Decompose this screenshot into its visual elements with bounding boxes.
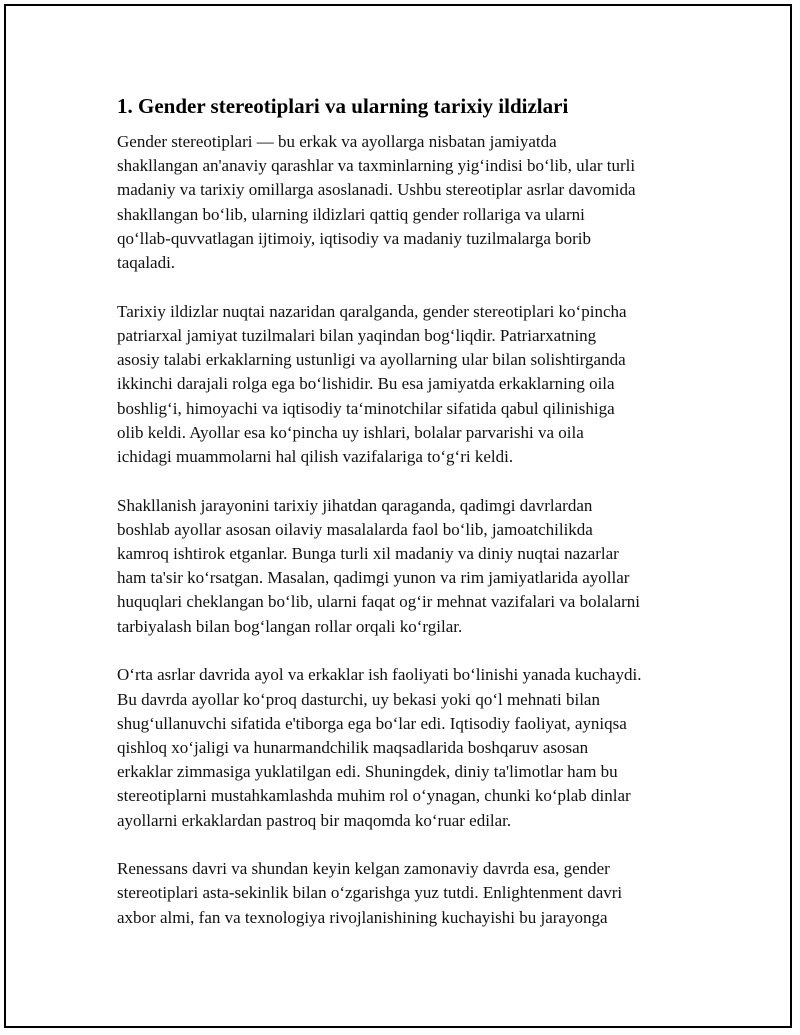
paragraph-3	[117, 494, 692, 639]
text-line: Gender stereotiplari — bu erkak va ayollarga nisbatan jamiyatda	[117, 132, 557, 151]
text-line: huquqlari cheklangan bo‘lib, ularni faqat og‘ir mehnat vazifalari va bolalarni	[117, 592, 641, 612]
text-line: madaniy va tarixiy omillarga asoslanadi. Ushbu stereotiplar asrlar davomida	[117, 180, 636, 200]
text-line: boshlig‘i, himoyachi va iqtisodiy ta‘minotchilar sifatida qabul qilinishiga	[117, 398, 615, 418]
text-line: asosiy talabi erkaklarning ustunligi va ayollarning ular bilan solishtirganda	[117, 350, 626, 370]
paragraph-2	[117, 300, 692, 469]
text-line: boshlab ayollar asosan oilaviy masalalarda faol bo‘lib, jamoatchilikda	[117, 519, 593, 539]
text-line: ayollarni erkaklardan pastroq bir maqomda ko‘ruar edilar.	[117, 810, 512, 830]
text-line: kamroq ishtirok etganlar. Bunga turli xil madaniy va diniy nuqtai nazarlar	[117, 544, 619, 564]
text-line: stereotiplari asta-sekinlik bilan o‘zgarishga yuz tutdi. Enlightenment davri	[117, 883, 623, 903]
text-line: olib keldi. Ayollar esa ko‘pincha uy ishlari, bolalar parvarishi va oila	[117, 422, 584, 442]
text-line: stereotiplarni mustahkamlashda muhim rol o‘ynagan, chunki ko‘plab dinlar	[117, 786, 631, 806]
text-line: tarbiyalash bilan bog‘langan rollar orqali ko‘rgilar.	[117, 616, 463, 636]
section-heading: 1. Gender stereotiplari va ularning tarixiy ildizlari	[117, 94, 569, 118]
text-line: Bu davrda ayollar ko‘proq dasturchi, uy bekasi yoki qo‘l mehnati bilan	[117, 689, 600, 709]
text-line: Renessans davri va shundan keyin kelgan zamonaviy davrda esa, gender	[117, 859, 610, 879]
text-line: patriarxal jamiyat tuzilmalari bilan yaqindan bog‘liqdir. Patriarxatning	[117, 325, 597, 345]
text-line: ikkinchi darajali rolga ega bo‘lishidir. Bu esa jamiyatda erkaklarning oila	[117, 374, 615, 394]
paragraph-4	[117, 663, 692, 832]
text-line: axbor almi, fan va texnologiya rivojlanishining kuchayishi bu jarayonga	[117, 907, 608, 927]
document-body	[117, 92, 692, 954]
text-line: ham ta'sir ko‘rsatgan. Masalan, qadimgi yunon va rim jamiyatlarida ayollar	[117, 568, 630, 588]
text-line: qishloq xo‘jaligi va hunarmandchilik maqsadlarida boshqaruv asosan	[117, 737, 589, 757]
text-line: Shakllanish jarayonini tarixiy jihatdan qaraganda, qadimgi davrlardan	[117, 495, 593, 515]
text-line: O‘rta asrlar davrida ayol va erkaklar ish faoliyati bo‘linishi yanada kuchaydi.	[117, 665, 642, 685]
text-line: shakllangan an'anaviy qarashlar va taxminlarning yig‘indisi bo‘lib, ular turli	[117, 156, 636, 176]
text-line: ichidagi muammolarni hal qilish vazifalariga to‘g‘ri keldi.	[117, 446, 514, 466]
text-line: qo‘llab-quvvatlagan ijtimoiy, iqtisodiy va madaniy tuzilmalarga borib	[117, 228, 592, 248]
text-line: erkaklar zimmasiga yuklatilgan edi. Shuningdek, diniy ta'limotlar ham bu	[117, 762, 618, 782]
paragraph-1	[117, 130, 692, 275]
text-line: taqaladi.	[117, 253, 176, 273]
text-line: shakllangan bo‘lib, ularning ildizlari qattiq gender rollariga va ularni	[117, 204, 585, 224]
paragraph-5	[117, 857, 692, 930]
text-line: shug‘ullanuvchi sifatida e'tiborga ega bo‘lar edi. Iqtisodiy faoliyat, ayniqsa	[117, 713, 627, 733]
text-line: Tarixiy ildizlar nuqtai nazaridan qaralganda, gender stereotiplari ko‘pincha	[117, 301, 627, 321]
